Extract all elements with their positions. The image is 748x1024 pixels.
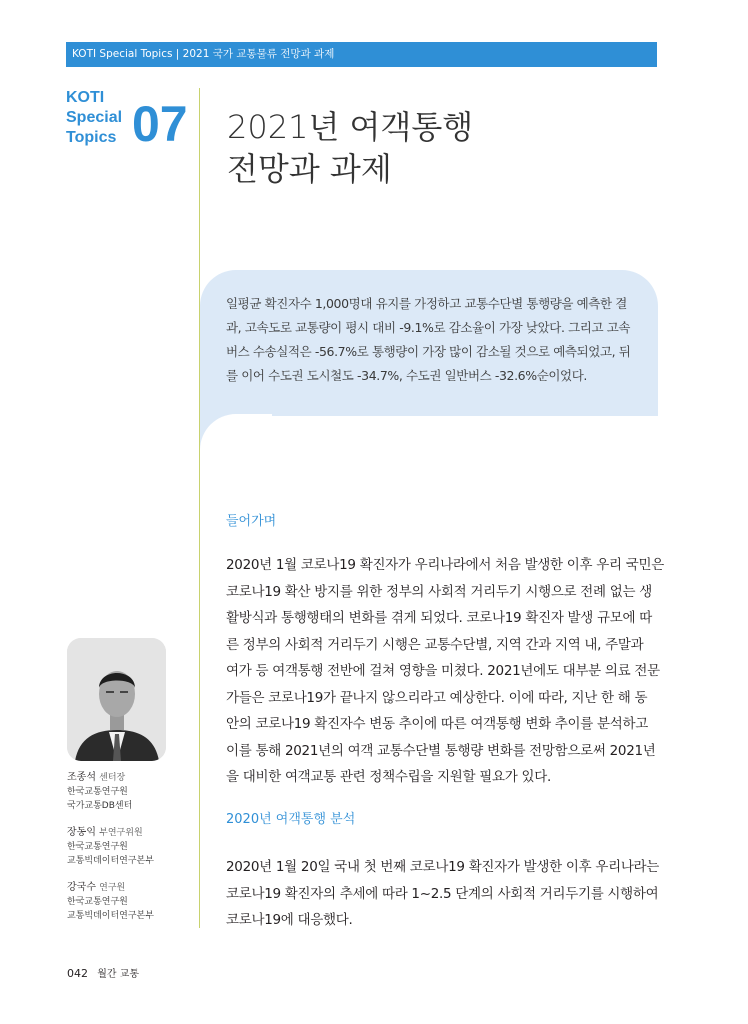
body-line: 활방식과 통행행태의 변화를 겪게 되었다. 코로나19 확진자 발생 규모에 따 bbox=[226, 610, 652, 626]
section-body-analysis bbox=[226, 854, 658, 934]
body-line: 코로나19 확산 방지를 위한 정부의 사회적 거리두기 시행으로 전례 없는 생 bbox=[226, 583, 652, 600]
author-photo bbox=[67, 638, 166, 761]
body-line: 2020년 1월 20일 국내 첫 번째 코로나19 확진자가 발생한 이후 우리나라는 bbox=[226, 859, 660, 875]
header-bar bbox=[66, 42, 657, 67]
author-affiliation: 한국교통연구원 bbox=[67, 787, 128, 797]
author-department: 교통빅데이터연구본부 bbox=[67, 911, 154, 921]
summary-line: 일평균 확진자수 1,000명대 유지를 가정하고 교통수단별 통행량을 예측한 결 bbox=[226, 296, 627, 311]
magazine-name: 월간 교통 bbox=[97, 969, 140, 980]
topic-number: 07 bbox=[132, 96, 188, 152]
page-number: 042 bbox=[67, 967, 88, 980]
author-name: 조종석 bbox=[67, 772, 96, 783]
section-heading-analysis: 2020년 여객통행 분석 bbox=[226, 812, 356, 827]
summary-text bbox=[226, 292, 646, 388]
author-role: 센터장 bbox=[99, 773, 126, 783]
body-line: 여가 등 여객통행 전반에 걸쳐 영향을 미쳤다. 2021년에도 대부분 의료 전문 bbox=[226, 663, 660, 679]
author-role: 연구원 bbox=[99, 883, 126, 893]
summary-line: 과, 고속도로 교통량이 평시 대비 -9.1%로 감소율이 가장 낮았다. 그리고 고속 bbox=[226, 320, 631, 335]
page-footer bbox=[67, 965, 139, 980]
section-body-intro bbox=[226, 552, 664, 791]
body-line: 을 대비한 여객교통 관련 정책수립을 지원할 필요가 있다. bbox=[226, 769, 551, 785]
brand-line-2: Special bbox=[66, 109, 123, 126]
page-title bbox=[227, 106, 473, 190]
body-line: 이를 통해 2021년의 여객 교통수단별 통행량 변화를 전망함으로써 2021년 bbox=[226, 742, 656, 759]
header-text: KOTI Special Topics | 2021 국가 교통물류 전망과 과제 bbox=[72, 48, 335, 60]
author-affiliation: 한국교통연구원 bbox=[67, 842, 128, 852]
author-3 bbox=[67, 881, 154, 923]
author-role: 부연구위원 bbox=[99, 828, 143, 838]
author-department: 교통빅데이터연구본부 bbox=[67, 856, 154, 866]
section-heading-intro: 들어가며 bbox=[226, 514, 277, 529]
brand-line-1: KOTI bbox=[66, 89, 105, 106]
body-line: 른 정부의 사회적 거리두기 시행은 교통수단별, 지역 간과 지역 내, 주말과 bbox=[226, 636, 644, 653]
body-line: 코로나19에 대응했다. bbox=[226, 912, 353, 928]
body-line: 가들은 코로나19가 끝나지 않으리라고 예상한다. 이에 따라, 지난 한 해 동 bbox=[226, 689, 648, 706]
author-name: 강국수 bbox=[67, 882, 96, 893]
title-line-1: 2021년 여객통행 bbox=[227, 108, 474, 146]
author-2 bbox=[67, 826, 154, 868]
summary-line: 를 이어 수도권 도시철도 -34.7%, 수도권 일반버스 -32.6%순이었다. bbox=[226, 368, 587, 383]
divider-line bbox=[199, 88, 200, 928]
author-affiliation: 한국교통연구원 bbox=[67, 897, 128, 907]
brand-mark bbox=[66, 88, 122, 148]
title-line-2: 전망과 과제 bbox=[227, 150, 392, 188]
body-line: 코로나19 확진자의 추세에 따라 1~2.5 단계의 사회적 거리두기를 시행하여 bbox=[226, 885, 659, 902]
author-department: 국가교통DB센터 bbox=[67, 801, 133, 811]
author-1 bbox=[67, 771, 132, 813]
brand-line-3: Topics bbox=[66, 129, 117, 146]
author-name: 장동익 bbox=[67, 827, 96, 838]
body-line: 2020년 1월 코로나19 확진자가 우리나라에서 처음 발생한 이후 우리 국민은 bbox=[226, 557, 664, 573]
summary-box-tail-curve bbox=[200, 414, 272, 486]
summary-line: 버스 수송실적은 -56.7%로 통행량이 가장 많이 감소될 것으로 예측되었고, 뒤 bbox=[226, 344, 631, 359]
body-line: 안의 코로나19 확진자수 변동 추이에 따른 여객통행 변화 추이를 분석하고 bbox=[226, 716, 648, 732]
